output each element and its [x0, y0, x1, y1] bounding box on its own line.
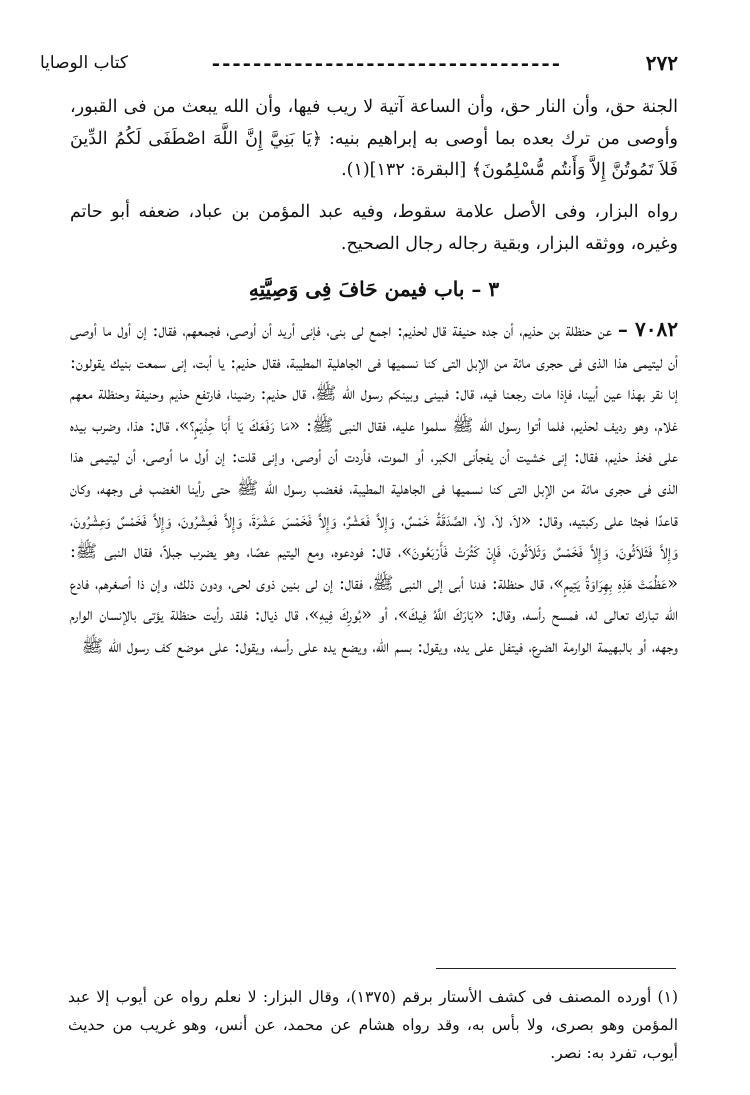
- page-number: ٢٧٢: [645, 51, 678, 75]
- hadith-paragraph: [70, 314, 678, 664]
- hadith-text: عن حنظلة بن حذيم، أن جده حنيفة قال لحذيم: اجمع لى بنى، فإنى أريد أن أوصى، فجمعهم، فقال: إن أول ما أوصى أن ليتيمى هذا الذى فى حجرى مائة من الإبل التى كنا نسميها فى الجاهلية المطيبة، فقال حذيم: يا أبت، إنى سمعت بنيك يقولون: إنا نقر بهذا عين أبينا، فإذا مات رجعنا فيه، قال: فبينى وبينكم رسول الله ﷺ، قال حذيم: رضينا، فارتفع حذيم وحنيفة وحنظلة معهم غلام، وهو رديف لحذيم، فلما أتوا رسول الله ﷺ سلموا عليه، فقال النبى ﷺ: «مَا رَفَعَكَ يَا أَبَا حِذْيَمٍ؟»، قال: هذا، وضرب بيده على فخذ حذيم، فقال: إنى خشيت أن يفجأنى الكبر، أو الموت، فأردت أن أوصى، وإنى قلت: إن أول ما أوصى، أن ليتيمى هذا الذى فى حجرى مائة من الإبل التى كنا نسميها فى الجاهلية المطيبة، فغضب رسول الله ﷺ حتى رأينا الغضب فى وجهه، وكان قاعدًا فجثا على ركبتيه، وقال: «لاَ، لاَ، لاَ، الصَّدَقَةُ خَمْسٌ، وَإِلاَّ فَعَشْرٌ، وَإِلاَّ فَخَمْسَ عَشْرَةَ، وَإِلاَّ فَعِشْرُونَ، وَإِلاَّ فَخَمْسٌ وَعِشْرُونَ، وَإِلاَّ فَثَلاَثُونَ، وَإِلاَّ فَخَمْسٌ وَثَلاَثُونَ، فَإِنْ كَثُرَتْ فَأَرْبَعُونَ»، قال: فودعوه، ومع اليتيم عصًا، وهو يضرب جبلاً، فقال النبى ﷺ: «عَظُمَتْ هَذِهِ بِهِرَاوَةُ يَتِيمٍ»، قال حنظلة: فدنا أبى إلى النبى ﷺ، فقال: إن لى بنين ذوى لحى، ودون ذلك، وإن ذا أصغرهم، فادع الله تبارك تعالى له، فمسح رأسه، وقال: «بَارَكَ اللَّهُ فِيكَ»، أو «بُورِكَ فِيهِ»، قال ذيال: فلقد رأيت حنظلة يؤتى بالإنسان الوارم وجهه، أو بالبهيمة الوارمة الضرع، فيتفل على يده، ويقول: بسم الله، ويضع يده على رأسه، ويقول: على موضع كف رسول الله ﷺ: [70, 321, 678, 657]
- footnote-separator: [436, 968, 676, 969]
- paragraph-1: الجنة حق، وأن النار حق، وأن الساعة آتية لا ريب فيها، وأن الله يبعث من فى القبور، وأوصى من ترك بعده بما أوصى به إبراهيم بنيه: ﴿يَا بَنِيَّ إِنَّ اللَّهَ اصْطَفَى لَكُمُ الدِّينَ فَلاَ تَمُوتُنَّ إِلاَّ وَأَنتُم مُّسْلِمُونَ﴾ [البقرة: ١٣٢](١).: [70, 97, 678, 181]
- hadith-number: ٧٠٨٢ –: [617, 317, 678, 341]
- header-dashes: ----------------------------------: [211, 51, 563, 75]
- chapter-heading: ٣ – باب فيمن حَافَ فِى وَصِيَّتِهِ: [248, 277, 500, 301]
- book-title: كتاب الوصايا: [40, 53, 129, 73]
- paragraph-2: رواه البزار، وفى الأصل علامة سقوط، وفيه عبد المؤمن بن عباد، ضعفه أبو حاتم وغيره، ووثقه البزار، وبقية رجاله رجال الصحيح.: [70, 202, 678, 254]
- page-header: [40, 50, 678, 76]
- page-body: [70, 92, 678, 664]
- footnote: (١) أورده المصنف فى كشف الأستار برقم (١٣٧٥)، وقال البزار: لا نعلم رواه عن أيوب إلا عبد المؤمن وهو بصرى، ولا بأس به، وقد رواه هشام عن محمد، عن أنس، وهو غريب من حديث أيوب، تفرد به: نصر.: [68, 988, 678, 1062]
